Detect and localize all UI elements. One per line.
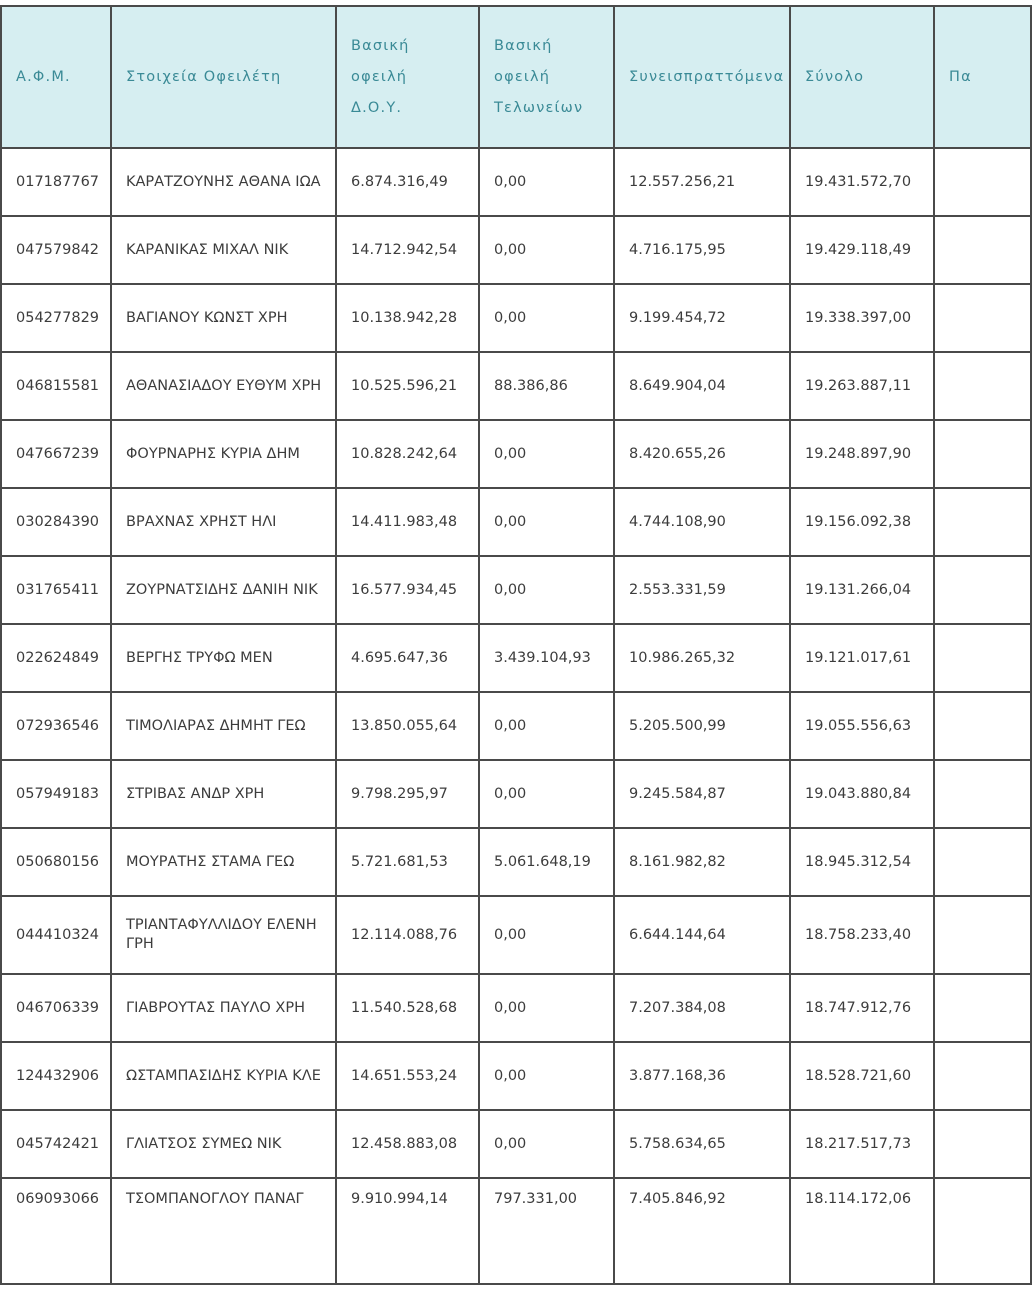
principal-customs-cell: 0,00: [479, 760, 614, 828]
total-cell: 18.528.721,60: [790, 1042, 934, 1110]
afm-cell: 057949183: [1, 760, 111, 828]
debtor-name-cell: ΤΣΟΜΠΑΝΟΓΛΟΥ ΠΑΝΑΓ: [111, 1178, 336, 1284]
principal-tax-office-cell: 14.712.942,54: [336, 216, 479, 284]
afm-cell: 046815581: [1, 352, 111, 420]
table-row: [1, 1042, 1031, 1110]
principal-tax-office-cell: 12.114.088,76: [336, 896, 479, 974]
table-row: [1, 556, 1031, 624]
principal-tax-office-cell: 11.540.528,68: [336, 974, 479, 1042]
header-row: [1, 6, 1031, 148]
table-row: [1, 828, 1031, 896]
principal-customs-cell: 3.439.104,93: [479, 624, 614, 692]
table-row: [1, 624, 1031, 692]
principal-tax-office-cell: 6.874.316,49: [336, 148, 479, 216]
total-cell: 19.429.118,49: [790, 216, 934, 284]
principal-tax-office-cell: 5.721.681,53: [336, 828, 479, 896]
header-principal-customs: Βασική οφειλή Τελωνείων: [479, 6, 614, 148]
principal-tax-office-cell: 14.411.983,48: [336, 488, 479, 556]
truncated-cell: [934, 556, 1031, 624]
total-cell: 19.431.572,70: [790, 148, 934, 216]
principal-customs-cell: 0,00: [479, 148, 614, 216]
table-row: [1, 692, 1031, 760]
principal-tax-office-cell: 12.458.883,08: [336, 1110, 479, 1178]
header-principal-tax-office: Βασική οφειλή Δ.Ο.Υ.: [336, 6, 479, 148]
header-next-truncated: Πα: [934, 6, 1031, 148]
principal-tax-office-cell: 14.651.553,24: [336, 1042, 479, 1110]
table-row: [1, 974, 1031, 1042]
afm-cell: 031765411: [1, 556, 111, 624]
afm-cell: 072936546: [1, 692, 111, 760]
co-collected-cell: 7.405.846,92: [614, 1178, 790, 1284]
afm-cell: 044410324: [1, 896, 111, 974]
co-collected-cell: 6.644.144,64: [614, 896, 790, 974]
debtor-name-cell: ΣΤΡΙΒΑΣ ΑΝΔΡ ΧΡΗ: [111, 760, 336, 828]
co-collected-cell: 12.557.256,21: [614, 148, 790, 216]
co-collected-cell: 7.207.384,08: [614, 974, 790, 1042]
co-collected-cell: 8.420.655,26: [614, 420, 790, 488]
table-row: [1, 420, 1031, 488]
table-row: [1, 760, 1031, 828]
debtors-table: [0, 5, 1032, 1285]
table-row: [1, 488, 1031, 556]
principal-customs-cell: 0,00: [479, 692, 614, 760]
truncated-cell: [934, 1110, 1031, 1178]
principal-customs-cell: 0,00: [479, 896, 614, 974]
debtor-name-cell: ΚΑΡΑΝΙΚΑΣ ΜΙΧΑΛ ΝΙΚ: [111, 216, 336, 284]
co-collected-cell: 2.553.331,59: [614, 556, 790, 624]
principal-tax-office-cell: 16.577.934,45: [336, 556, 479, 624]
total-cell: 18.114.172,06: [790, 1178, 934, 1284]
afm-cell: 047579842: [1, 216, 111, 284]
total-cell: 19.131.266,04: [790, 556, 934, 624]
co-collected-cell: 8.649.904,04: [614, 352, 790, 420]
debtor-name-cell: ΤΙΜΟΛΙΑΡΑΣ ΔΗΜΗΤ ΓΕΩ: [111, 692, 336, 760]
principal-tax-office-cell: 10.525.596,21: [336, 352, 479, 420]
afm-cell: 017187767: [1, 148, 111, 216]
principal-customs-cell: 797.331,00: [479, 1178, 614, 1284]
truncated-cell: [934, 352, 1031, 420]
header-debtor-details: Στοιχεία Οφειλέτη: [111, 6, 336, 148]
debtor-name-cell: ΩΣΤΑΜΠΑΣΙΔΗΣ ΚΥΡΙΑ ΚΛΕ: [111, 1042, 336, 1110]
header-co-collected: Συνεισπραττόμενα: [614, 6, 790, 148]
total-cell: 19.156.092,38: [790, 488, 934, 556]
principal-tax-office-cell: 13.850.055,64: [336, 692, 479, 760]
total-cell: 18.217.517,73: [790, 1110, 934, 1178]
co-collected-cell: 8.161.982,82: [614, 828, 790, 896]
total-cell: 18.945.312,54: [790, 828, 934, 896]
total-cell: 18.758.233,40: [790, 896, 934, 974]
principal-tax-office-cell: 4.695.647,36: [336, 624, 479, 692]
header-afm: Α.Φ.Μ.: [1, 6, 111, 148]
principal-customs-cell: 0,00: [479, 488, 614, 556]
principal-customs-cell: 0,00: [479, 974, 614, 1042]
truncated-cell: [934, 1042, 1031, 1110]
truncated-cell: [934, 1178, 1031, 1284]
debtor-name-cell: ΒΑΓΙΑΝΟΥ ΚΩΝΣΤ ΧΡΗ: [111, 284, 336, 352]
debtor-name-cell: ΒΕΡΓΗΣ ΤΡΥΦΩ ΜΕΝ: [111, 624, 336, 692]
principal-customs-cell: 0,00: [479, 216, 614, 284]
truncated-cell: [934, 974, 1031, 1042]
principal-tax-office-cell: 9.798.295,97: [336, 760, 479, 828]
co-collected-cell: 4.744.108,90: [614, 488, 790, 556]
table-row: [1, 148, 1031, 216]
debtor-name-cell: ΖΟΥΡΝΑΤΣΙΔΗΣ ΔΑΝΙΗ ΝΙΚ: [111, 556, 336, 624]
co-collected-cell: 5.205.500,99: [614, 692, 790, 760]
principal-tax-office-cell: 10.828.242,64: [336, 420, 479, 488]
total-cell: 19.248.897,90: [790, 420, 934, 488]
afm-cell: 050680156: [1, 828, 111, 896]
total-cell: 19.043.880,84: [790, 760, 934, 828]
afm-cell: 069093066: [1, 1178, 111, 1284]
table-row: [1, 1110, 1031, 1178]
truncated-cell: [934, 760, 1031, 828]
truncated-cell: [934, 828, 1031, 896]
total-cell: 19.338.397,00: [790, 284, 934, 352]
total-cell: 19.121.017,61: [790, 624, 934, 692]
table-row: [1, 352, 1031, 420]
debtor-name-cell: ΓΛΙΑΤΣΟΣ ΣΥΜΕΩ ΝΙΚ: [111, 1110, 336, 1178]
table-row: [1, 896, 1031, 974]
principal-customs-cell: 0,00: [479, 1042, 614, 1110]
debtor-name-cell: ΤΡΙΑΝΤΑΦΥΛΛΙΔΟΥ ΕΛΕΝΗ ΓΡΗ: [111, 896, 336, 974]
afm-cell: 047667239: [1, 420, 111, 488]
truncated-cell: [934, 420, 1031, 488]
principal-customs-cell: 5.061.648,19: [479, 828, 614, 896]
truncated-cell: [934, 488, 1031, 556]
table-row: [1, 216, 1031, 284]
principal-customs-cell: 0,00: [479, 556, 614, 624]
table-row: [1, 1178, 1031, 1284]
debtor-name-cell: ΒΡΑΧΝΑΣ ΧΡΗΣΤ ΗΛΙ: [111, 488, 336, 556]
principal-tax-office-cell: 10.138.942,28: [336, 284, 479, 352]
debtor-name-cell: ΚΑΡΑΤΖΟΥΝΗΣ ΑΘΑΝΑ ΙΩΑ: [111, 148, 336, 216]
total-cell: 18.747.912,76: [790, 974, 934, 1042]
afm-cell: 030284390: [1, 488, 111, 556]
co-collected-cell: 9.199.454,72: [614, 284, 790, 352]
table-row: [1, 284, 1031, 352]
truncated-cell: [934, 216, 1031, 284]
debtor-name-cell: ΓΙΑΒΡΟΥΤΑΣ ΠΑΥΛΟ ΧΡΗ: [111, 974, 336, 1042]
truncated-cell: [934, 896, 1031, 974]
co-collected-cell: 5.758.634,65: [614, 1110, 790, 1178]
principal-customs-cell: 0,00: [479, 1110, 614, 1178]
debtor-name-cell: ΜΟΥΡΑΤΗΣ ΣΤΑΜΑ ΓΕΩ: [111, 828, 336, 896]
co-collected-cell: 10.986.265,32: [614, 624, 790, 692]
afm-cell: 124432906: [1, 1042, 111, 1110]
truncated-cell: [934, 692, 1031, 760]
afm-cell: 022624849: [1, 624, 111, 692]
header-total: Σύνολο: [790, 6, 934, 148]
co-collected-cell: 9.245.584,87: [614, 760, 790, 828]
total-cell: 19.055.556,63: [790, 692, 934, 760]
debtor-name-cell: ΦΟΥΡΝΑΡΗΣ ΚΥΡΙΑ ΔΗΜ: [111, 420, 336, 488]
afm-cell: 045742421: [1, 1110, 111, 1178]
debtor-name-cell: ΑΘΑΝΑΣΙΑΔΟΥ ΕΥΘΥΜ ΧΡΗ: [111, 352, 336, 420]
principal-customs-cell: 0,00: [479, 284, 614, 352]
truncated-cell: [934, 624, 1031, 692]
co-collected-cell: 3.877.168,36: [614, 1042, 790, 1110]
principal-customs-cell: 88.386,86: [479, 352, 614, 420]
afm-cell: 054277829: [1, 284, 111, 352]
co-collected-cell: 4.716.175,95: [614, 216, 790, 284]
principal-customs-cell: 0,00: [479, 420, 614, 488]
truncated-cell: [934, 284, 1031, 352]
truncated-cell: [934, 148, 1031, 216]
total-cell: 19.263.887,11: [790, 352, 934, 420]
principal-tax-office-cell: 9.910.994,14: [336, 1178, 479, 1284]
afm-cell: 046706339: [1, 974, 111, 1042]
